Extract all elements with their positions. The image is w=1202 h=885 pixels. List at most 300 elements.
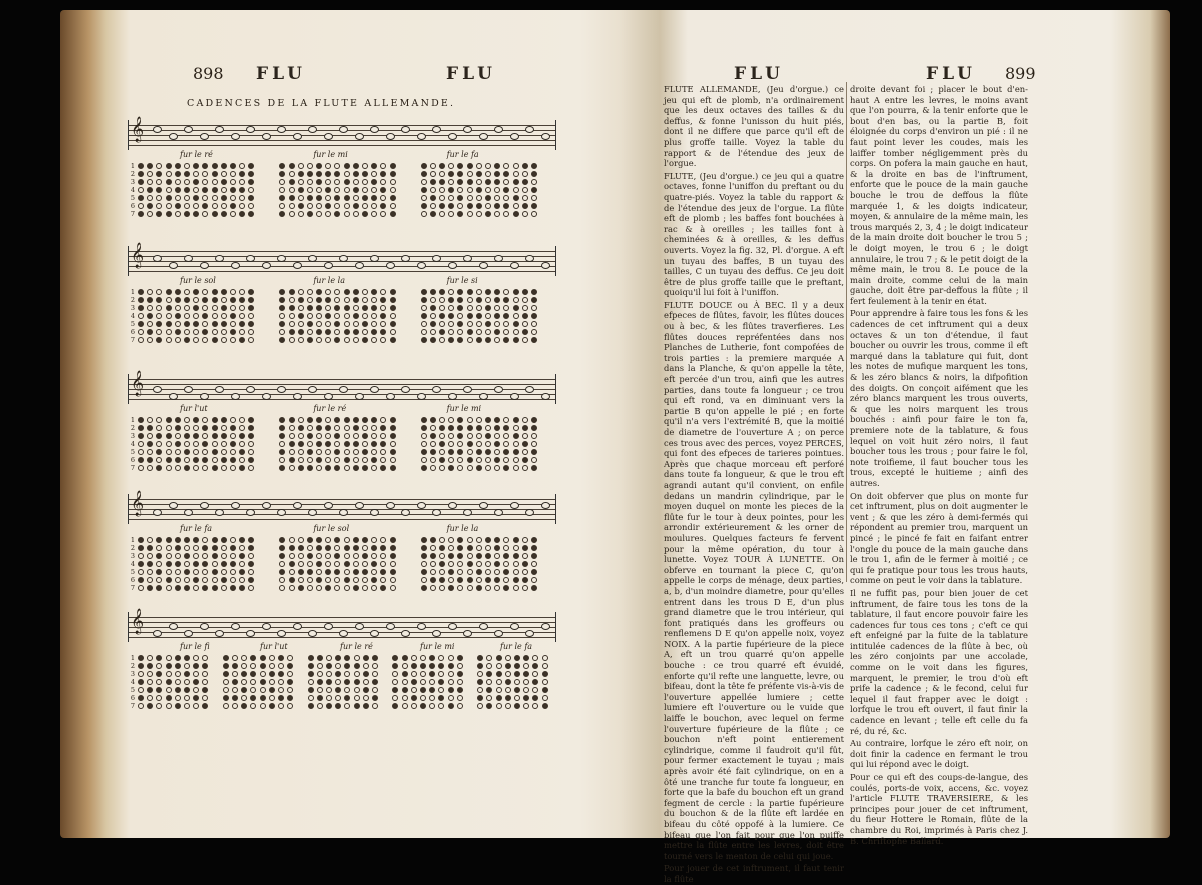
hole-dot xyxy=(334,569,340,575)
note-icon xyxy=(479,623,488,630)
hole-dot xyxy=(380,179,386,185)
fingering-row xyxy=(130,702,217,710)
hole-dot xyxy=(522,171,528,177)
hole-dot xyxy=(175,687,181,693)
hole-dot xyxy=(476,537,482,543)
hole-dot xyxy=(485,561,491,567)
hole-dot xyxy=(467,561,473,567)
hole-dot xyxy=(513,329,519,335)
hole-dot xyxy=(308,695,314,701)
hole-dot xyxy=(250,703,256,709)
hole-dot xyxy=(308,671,314,677)
hole-dot xyxy=(193,655,199,661)
fingering-row xyxy=(130,544,273,552)
hole-dot xyxy=(522,203,528,209)
hole-dot xyxy=(503,305,509,311)
fingering-row xyxy=(279,584,414,592)
hole-dot xyxy=(380,211,386,217)
hole-dot xyxy=(166,457,172,463)
note-icon xyxy=(308,386,317,393)
hole-dot xyxy=(390,449,396,455)
hole-dot xyxy=(175,655,181,661)
hole-dot xyxy=(505,671,511,677)
note-icon xyxy=(215,386,224,393)
hole-dot xyxy=(156,577,162,583)
hole-dot xyxy=(202,329,208,335)
hole-dot xyxy=(494,163,500,169)
hole-dot xyxy=(184,289,190,295)
hole-dot xyxy=(532,695,538,701)
hole-dot xyxy=(531,441,537,447)
hole-dot xyxy=(279,425,285,431)
hole-dot xyxy=(307,425,313,431)
hole-dot xyxy=(156,337,162,343)
music-staff xyxy=(128,243,556,276)
hole-dot xyxy=(457,449,463,455)
note-icon xyxy=(308,630,317,637)
hole-dot xyxy=(362,553,368,559)
hole-dot xyxy=(138,687,144,693)
hole-dot xyxy=(279,441,285,447)
hole-dot xyxy=(202,465,208,471)
hole-dot xyxy=(248,313,254,319)
hole-dot xyxy=(175,417,181,423)
hole-dot xyxy=(279,211,285,217)
hole-dot xyxy=(344,195,350,201)
hole-dot xyxy=(316,305,322,311)
hole-dot xyxy=(147,545,153,551)
note-icon xyxy=(184,126,193,133)
note-label: fur le fi xyxy=(180,642,210,651)
hole-dot xyxy=(448,703,454,709)
hole-dot xyxy=(522,305,528,311)
hole-dot xyxy=(363,679,369,685)
hole-dot xyxy=(156,545,162,551)
hole-dot xyxy=(439,553,445,559)
hole-dot xyxy=(362,569,368,575)
hole-dot xyxy=(531,577,537,583)
fingering-row xyxy=(392,686,471,694)
hole-dot xyxy=(166,163,172,169)
hole-dot xyxy=(260,687,266,693)
hole-dot xyxy=(325,585,331,591)
hole-dot xyxy=(380,163,386,169)
fingering-row xyxy=(477,670,556,678)
note-icon xyxy=(432,386,441,393)
hole-dot xyxy=(439,337,445,343)
hole-dot xyxy=(325,433,331,439)
hole-dot xyxy=(353,289,359,295)
hole-dot xyxy=(316,179,322,185)
hole-number: 4 xyxy=(130,186,136,194)
hole-dot xyxy=(457,679,463,685)
hole-dot xyxy=(298,313,304,319)
fingering-row xyxy=(279,432,414,440)
hole-dot xyxy=(212,297,218,303)
hole-dot xyxy=(542,687,548,693)
hole-dot xyxy=(448,171,454,177)
hole-dot xyxy=(184,211,190,217)
hole-dot xyxy=(298,545,304,551)
hole-dot xyxy=(289,553,295,559)
hole-dot xyxy=(448,417,454,423)
hole-dot xyxy=(542,695,548,701)
hole-dot xyxy=(494,417,500,423)
hole-dot xyxy=(430,305,436,311)
hole-dot xyxy=(325,425,331,431)
hole-dot xyxy=(325,297,331,303)
hole-dot xyxy=(278,679,284,685)
hole-dot xyxy=(494,449,500,455)
note-icon xyxy=(355,502,364,509)
fingering-row xyxy=(477,702,556,710)
hole-dot xyxy=(156,663,162,669)
note-icon xyxy=(401,386,410,393)
hole-dot xyxy=(230,545,236,551)
hole-dot xyxy=(485,417,491,423)
hole-dot xyxy=(335,687,341,693)
paragraph: Pour ce qui eft des coups-de-langue, des coulés, ports-de voix, accens, &c. voyez l'article FLUTE TRAVERSIERE, & les principes pour jouer de cet inftrument, du fieur Hottere le Romain, flûte de la chambre du Roi, imprimés à Paris chez J. B. Chriftophe Ballard. xyxy=(850,772,1028,846)
hole-dot xyxy=(175,337,181,343)
note-icon xyxy=(479,262,488,269)
hole-dot xyxy=(202,671,208,677)
fingering-row xyxy=(477,662,556,670)
hole-dot xyxy=(298,289,304,295)
hole-dot xyxy=(448,687,454,693)
hole-dot xyxy=(334,545,340,551)
hole-dot xyxy=(448,679,454,685)
hole-dot xyxy=(457,171,463,177)
hole-dot xyxy=(175,313,181,319)
hole-dot xyxy=(467,425,473,431)
hole-dot xyxy=(279,321,285,327)
note-icon xyxy=(308,255,317,262)
hole-dot xyxy=(448,329,454,335)
staff-line xyxy=(129,622,555,623)
note-icon xyxy=(324,262,333,269)
hole-dot xyxy=(248,179,254,185)
hole-dot xyxy=(344,569,350,575)
hole-dot xyxy=(421,561,427,567)
hole-dot xyxy=(307,465,313,471)
hole-dot xyxy=(156,305,162,311)
hole-dot xyxy=(287,679,293,685)
hole-dot xyxy=(156,187,162,193)
hole-dot xyxy=(362,211,368,217)
note-icon xyxy=(370,630,379,637)
hole-dot xyxy=(166,195,172,201)
hole-dot xyxy=(485,313,491,319)
hole-dot xyxy=(476,305,482,311)
hole-dot xyxy=(325,195,331,201)
hole-dot xyxy=(513,545,519,551)
fingering-row xyxy=(279,320,414,328)
staff-line xyxy=(129,379,555,380)
hole-dot xyxy=(371,187,377,193)
note-icon xyxy=(525,255,534,262)
hole-dot xyxy=(421,337,427,343)
hole-dot xyxy=(477,663,483,669)
hole-dot xyxy=(457,703,463,709)
hole-dot xyxy=(193,195,199,201)
note-icon xyxy=(277,126,286,133)
hole-number: 4 xyxy=(130,440,136,448)
fingering-row xyxy=(279,304,414,312)
fingering-row xyxy=(421,162,556,170)
hole-dot xyxy=(421,203,427,209)
fingering-row xyxy=(279,328,414,336)
hole-dot xyxy=(334,321,340,327)
hole-dot xyxy=(439,585,445,591)
hole-dot xyxy=(166,561,172,567)
hole-dot xyxy=(380,441,386,447)
hole-dot xyxy=(467,449,473,455)
hole-dot xyxy=(353,211,359,217)
hole-dot xyxy=(156,695,162,701)
hole-dot xyxy=(334,329,340,335)
hole-dot xyxy=(184,417,190,423)
hole-dot xyxy=(344,545,350,551)
fingering-row xyxy=(421,312,556,320)
hole-dot xyxy=(476,329,482,335)
hole-dot xyxy=(248,203,254,209)
note-icon xyxy=(494,630,503,637)
hole-dot xyxy=(421,433,427,439)
fingering-row xyxy=(421,304,556,312)
hole-dot xyxy=(438,671,444,677)
hole-dot xyxy=(248,297,254,303)
hole-dot xyxy=(221,163,227,169)
hole-dot xyxy=(362,433,368,439)
hole-dot xyxy=(334,465,340,471)
running-head-right-2: FLU xyxy=(926,64,976,84)
hole-number: 7 xyxy=(130,584,136,592)
hole-dot xyxy=(316,187,322,193)
note-icon xyxy=(262,393,271,400)
note-label: fur le sol xyxy=(180,276,216,285)
hole-dot xyxy=(298,321,304,327)
fingering-row xyxy=(421,552,556,560)
hole-dot xyxy=(531,337,537,343)
hole-dot xyxy=(202,211,208,217)
hole-dot xyxy=(439,545,445,551)
hole-dot xyxy=(287,671,293,677)
hole-dot xyxy=(317,679,323,685)
hole-dot xyxy=(202,585,208,591)
hole-dot xyxy=(467,465,473,471)
hole-dot xyxy=(239,329,245,335)
fingering-row xyxy=(130,464,273,472)
hole-dot xyxy=(503,425,509,431)
hole-dot xyxy=(371,585,377,591)
hole-dot xyxy=(429,679,435,685)
hole-dot xyxy=(457,671,463,677)
fingering-row xyxy=(130,162,273,170)
hole-dot xyxy=(239,545,245,551)
note-icon xyxy=(463,255,472,262)
hole-dot xyxy=(156,297,162,303)
hole-dot xyxy=(279,537,285,543)
hole-dot xyxy=(230,457,236,463)
hole-dot xyxy=(289,561,295,567)
hole-dot xyxy=(402,679,408,685)
hole-dot xyxy=(326,703,332,709)
staff-line xyxy=(129,394,555,395)
note-icon xyxy=(246,126,255,133)
hole-dot xyxy=(175,703,181,709)
hole-dot xyxy=(147,425,153,431)
note-icon xyxy=(386,502,395,509)
note-icon xyxy=(417,133,426,140)
hole-dot xyxy=(494,553,500,559)
hole-dot xyxy=(248,585,254,591)
hole-dot xyxy=(316,329,322,335)
hole-number: 6 xyxy=(130,694,136,702)
hole-dot xyxy=(175,577,181,583)
hole-dot xyxy=(184,297,190,303)
hole-dot xyxy=(362,465,368,471)
hole-dot xyxy=(392,687,398,693)
hole-dot xyxy=(298,211,304,217)
fingering-section xyxy=(130,654,217,710)
hole-dot xyxy=(325,553,331,559)
note-labels xyxy=(128,276,556,288)
hole-dot xyxy=(402,695,408,701)
hole-dot xyxy=(430,417,436,423)
fingering-row xyxy=(279,186,414,194)
hole-dot xyxy=(138,305,144,311)
hole-dot xyxy=(316,545,322,551)
hole-dot xyxy=(542,663,548,669)
hole-dot xyxy=(421,425,427,431)
chart-system xyxy=(128,491,556,592)
hole-dot xyxy=(289,537,295,543)
staff-line xyxy=(129,251,555,252)
hole-dot xyxy=(184,671,190,677)
hole-dot xyxy=(335,695,341,701)
hole-dot xyxy=(457,465,463,471)
chart-system xyxy=(128,371,556,472)
hole-dot xyxy=(476,561,482,567)
hole-dot xyxy=(420,695,426,701)
hole-dot xyxy=(239,441,245,447)
hole-dot xyxy=(494,195,500,201)
fingering-row xyxy=(130,440,273,448)
hole-dot xyxy=(156,465,162,471)
hole-dot xyxy=(476,449,482,455)
hole-dot xyxy=(523,695,529,701)
hole-dot xyxy=(325,179,331,185)
hole-dot xyxy=(503,187,509,193)
hole-dot xyxy=(138,329,144,335)
hole-dot xyxy=(212,179,218,185)
fingering-row xyxy=(421,544,556,552)
staff-line xyxy=(129,399,555,400)
hole-dot xyxy=(202,679,208,685)
fingering-row xyxy=(279,178,414,186)
hole-dot xyxy=(363,687,369,693)
hole-number: 2 xyxy=(130,544,136,552)
hole-dot xyxy=(402,703,408,709)
hole-dot xyxy=(239,425,245,431)
hole-dot xyxy=(496,703,502,709)
hole-dot xyxy=(166,679,172,685)
hole-dot xyxy=(239,465,245,471)
hole-dot xyxy=(430,457,436,463)
hole-dot xyxy=(421,305,427,311)
hole-dot xyxy=(317,703,323,709)
fingering-row xyxy=(223,670,302,678)
hole-dot xyxy=(344,179,350,185)
hole-dot xyxy=(503,211,509,217)
hole-dot xyxy=(334,289,340,295)
hole-dot xyxy=(193,569,199,575)
hole-dot xyxy=(289,337,295,343)
hole-dot xyxy=(193,449,199,455)
hole-dot xyxy=(166,297,172,303)
hole-dot xyxy=(221,561,227,567)
hole-dot xyxy=(390,417,396,423)
hole-dot xyxy=(390,179,396,185)
note-labels xyxy=(128,642,556,654)
hole-dot xyxy=(307,561,313,567)
hole-dot xyxy=(457,289,463,295)
chart-system xyxy=(128,243,556,344)
hole-dot xyxy=(212,187,218,193)
note-icon xyxy=(525,509,534,516)
hole-dot xyxy=(496,655,502,661)
hole-dot xyxy=(326,695,332,701)
hole-dot xyxy=(147,449,153,455)
note-icon xyxy=(231,502,240,509)
hole-number: 7 xyxy=(130,464,136,472)
hole-dot xyxy=(485,329,491,335)
hole-dot xyxy=(438,695,444,701)
hole-dot xyxy=(334,195,340,201)
hole-dot xyxy=(279,545,285,551)
hole-dot xyxy=(503,465,509,471)
hole-dot xyxy=(457,425,463,431)
note-icon xyxy=(184,509,193,516)
hole-dot xyxy=(212,537,218,543)
fingering-row xyxy=(130,186,273,194)
hole-dot xyxy=(166,553,172,559)
fingering-row xyxy=(421,202,556,210)
hole-dot xyxy=(430,329,436,335)
hole-dot xyxy=(308,655,314,661)
fingering-row xyxy=(223,686,302,694)
hole-dot xyxy=(166,329,172,335)
fingering-section xyxy=(421,162,556,218)
note-labels xyxy=(128,404,556,416)
hole-dot xyxy=(421,297,427,303)
hole-dot xyxy=(193,577,199,583)
hole-dot xyxy=(390,187,396,193)
note-icon xyxy=(246,255,255,262)
hole-dot xyxy=(248,537,254,543)
hole-dot xyxy=(212,203,218,209)
hole-dot xyxy=(202,433,208,439)
hole-dot xyxy=(307,537,313,543)
hole-dot xyxy=(193,671,199,677)
hole-dot xyxy=(239,313,245,319)
note-label: fur le ré xyxy=(340,642,373,651)
hole-dot xyxy=(156,671,162,677)
paragraph: Pour jouer de cet inftrument, il faut tenir la flûte xyxy=(664,863,844,884)
hole-dot xyxy=(457,441,463,447)
hole-dot xyxy=(230,577,236,583)
hole-dot xyxy=(522,553,528,559)
